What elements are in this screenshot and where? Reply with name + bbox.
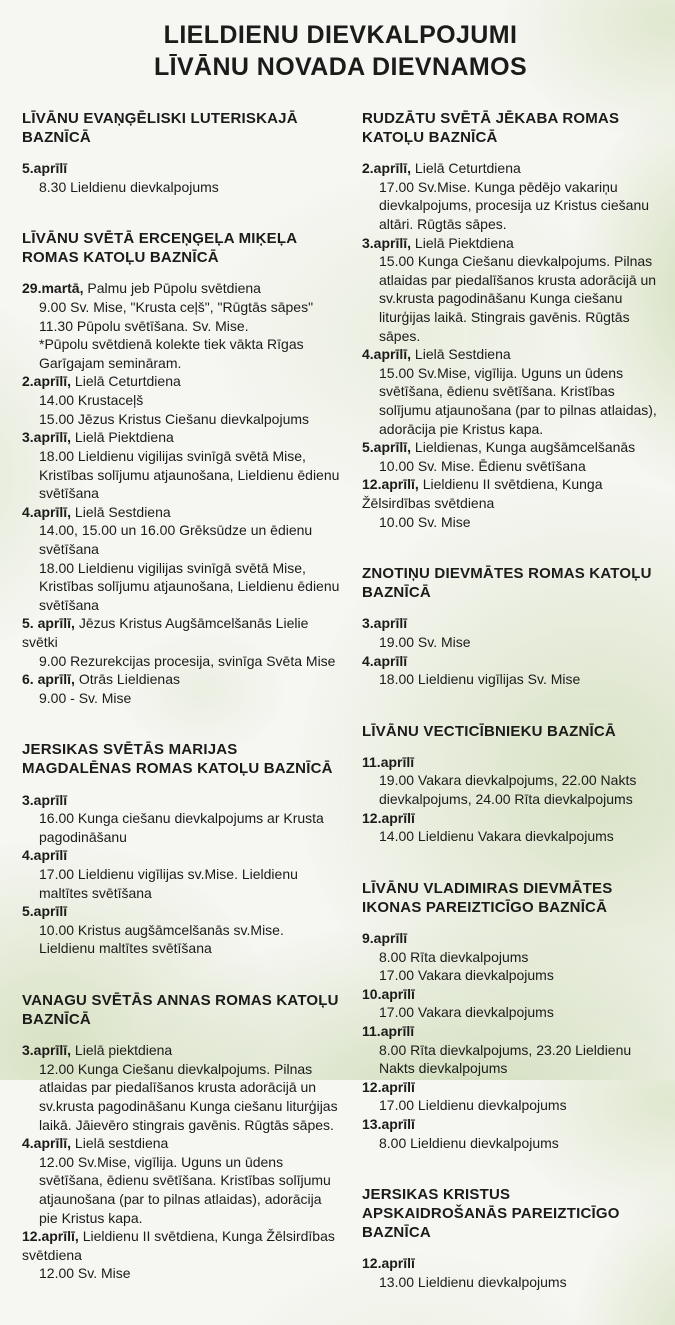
entry-detail: 17.00 Lieldienu vigīlijas sv.Mise. Lieldienu maltītes svētīšana (39, 865, 298, 901)
entry-date-line (22, 428, 340, 447)
entry-date: 2.aprīlī, (22, 373, 72, 390)
entry-date-line (22, 1227, 340, 1264)
church-section (362, 879, 659, 1152)
entry-day-label: Lielā Sestdiena (414, 346, 511, 363)
entry-date: 9.aprīlī (362, 930, 408, 946)
church-name: LĪVĀNU SVĒTĀ ERCEŅĢEĻA MIĶEĻA ROMAS KATOĻU BAZNĪCĀ (22, 230, 297, 267)
schedule-entry (362, 159, 659, 233)
entry-date: 5.aprīlī (22, 160, 68, 177)
entry-detail: 8.00 Rīta dievkalpojums (379, 948, 529, 965)
church-section (362, 722, 659, 846)
entry-detail: 9.00 Rezurekcijas procesija, svinīga Svēta Mise (39, 652, 336, 669)
entry-date-line (362, 1078, 659, 1097)
schedule-entry (362, 475, 659, 531)
schedule-entry (22, 791, 340, 847)
entry-detail: 19.00 Vakara dievkalpojums, 22.00 Nakts dievkalpojums, 24.00 Rīta dievkalpojums (379, 772, 637, 808)
entry-date: 12.aprīlī, (362, 476, 419, 493)
church-section (22, 229, 340, 707)
schedule-entry (362, 1115, 659, 1152)
entry-detail: 15.00 Sv.Mise, vigīlija. Uguns un ūdens svētīšana, ēdienu svētīšana. Kristības solījumu atjaunošana (par to pilnas atlaidas), adorācija pie Kristus kapa. (379, 364, 657, 437)
entry-date-line (22, 670, 340, 689)
entry-detail: 8.00 Lieldienu dievkalpojums (379, 1134, 559, 1151)
entry-date: 13.aprīlī (362, 1116, 415, 1133)
entry-day-label: Lielā Ceturtdiena (414, 160, 521, 177)
right-column (362, 109, 659, 1325)
entry-detail: *Pūpolu svētdienā kolekte tiek vākta Rīgas Garīgajam semināram. (39, 336, 304, 371)
entry-date-line (22, 159, 340, 178)
entry-date-line (362, 929, 659, 948)
entry-date: 5. aprīlī, (22, 615, 75, 632)
schedule-entry (22, 279, 340, 372)
entry-detail: 16.00 Kunga ciešanu dievkalpojums ar Krusta pagodināšanu (39, 810, 324, 845)
schedule-entry (22, 670, 340, 707)
entry-date: 4.aprīlī, (362, 346, 412, 363)
entry-detail: 12.00 Kunga Ciešanu dievkalpojums. Pilnas atlaidas par piedalīšanos krusta adorācijā un sv.krusta pagodināšanu Kunga ciešanu liturģijas laikā. Jāievēro stingrais gavēnis. Rūgtās sāpes. (39, 1060, 338, 1133)
entry-detail: 13.00 Lieldienu dievkalpojums (379, 1274, 567, 1291)
schedule-entry (362, 1254, 659, 1291)
entry-date: 12.aprīlī, (22, 1228, 79, 1245)
church-name: LĪVĀNU VECTICĪBNIEKU BAZNĪCĀ (362, 722, 616, 740)
entry-date: 6. aprīlī, (22, 671, 75, 688)
schedule-entry (362, 1022, 659, 1078)
church-section (22, 109, 340, 196)
entry-date: 4.aprīlī, (22, 1135, 72, 1152)
schedule-entry (362, 614, 659, 651)
entry-detail: 10.00 Sv. Mise. Ēdienu svētīšana (379, 457, 586, 474)
church-section (362, 564, 659, 689)
entry-date-line (22, 614, 340, 651)
entry-date: 11.aprīlī (362, 753, 415, 770)
entry-date-line (22, 1134, 340, 1153)
church-section (22, 991, 340, 1283)
entry-date: 11.aprīlī (362, 1023, 415, 1040)
entry-detail: 17.00 Lieldienu dievkalpojums (379, 1097, 567, 1114)
entry-day-label: Lieldienu II svētdiena, Kunga Žēlsirdības svētdiena (362, 476, 603, 512)
entry-day-label: Lielā Sestdiena (74, 503, 171, 520)
church-name: JERSIKAS KRISTUS APSKAIDROŠANĀS PAREIZTICĪGO BAZNĪCA (362, 1186, 620, 1242)
church-name: JERSIKAS SVĒTĀS MARIJAS MAGDALĒNAS ROMAS KATOĻU BAZNĪCĀ (22, 741, 333, 778)
entry-date: 3.aprīlī, (362, 234, 412, 251)
church-name: ZNOTIŅU DIEVMĀTES ROMAS KATOĻU BAZNĪCĀ (362, 565, 652, 602)
schedule-entry (362, 1078, 659, 1115)
entry-detail: 19.00 Sv. Mise (379, 633, 471, 650)
left-column (22, 109, 340, 1325)
schedule-entry (362, 985, 659, 1022)
entry-date: 5.aprīlī, (362, 439, 412, 456)
schedule-entry (362, 929, 659, 985)
entry-date: 5.aprīlī (22, 903, 68, 920)
entry-date-line (362, 1254, 659, 1273)
entry-detail: 14.00 Krustaceļš (39, 392, 144, 409)
schedule-entry (22, 159, 340, 196)
schedule-entry (22, 902, 340, 958)
entry-day-label: Otrās Lieldienas (78, 671, 180, 688)
entry-date: 12.aprīlī (362, 809, 415, 826)
entry-date-line (362, 475, 659, 512)
entry-day-label: Lielā Piektdiena (74, 429, 174, 446)
entry-date-line (362, 985, 659, 1004)
entry-date: 4.aprīlī, (22, 503, 72, 520)
schedule-entry (362, 652, 659, 689)
entry-detail: 9.00 Sv. Mise, "Krusta ceļš", "Rūgtās sāpes" (39, 299, 314, 316)
entry-day-label: Palmu jeb Pūpolu svētdiena (87, 280, 261, 297)
entry-day-label: Lieldienas, Kunga augšāmcelšanās (414, 439, 636, 456)
entry-date: 4.aprīlī (22, 847, 68, 864)
entry-date-line (362, 159, 659, 178)
entry-detail: 14.00 Lieldienu Vakara dievkalpojums (379, 828, 614, 845)
entry-date-line (362, 614, 659, 633)
entry-detail: 9.00 - Sv. Mise (39, 689, 132, 706)
church-name: LĪVĀNU EVAŅĢĒLISKI LUTERISKAJĀ BAZNĪCĀ (22, 110, 298, 147)
page-title (22, 20, 659, 83)
entry-detail: 18.00 Lieldienu vigīlijas Sv. Mise (379, 671, 581, 688)
entry-date-line (362, 753, 659, 772)
schedule-entry (362, 234, 659, 346)
entry-date: 3.aprīlī (362, 615, 408, 632)
schedule-entry (22, 614, 340, 670)
schedule-entry (22, 1134, 340, 1227)
schedule-entry (362, 809, 659, 846)
entry-detail: 17.00 Vakara dievkalpojums (379, 1004, 554, 1021)
entry-date-line (362, 438, 659, 457)
entry-detail: 17.00 Sv.Mise. Kunga pēdējo vakariņu dievkalpojums, procesija uz Kristus ciešanu altāri. Rūgtās sāpes. (379, 178, 650, 232)
entry-date: 29.martā, (22, 280, 84, 297)
schedule-entry (22, 428, 340, 502)
entry-detail: 15.00 Kunga Ciešanu dievkalpojums. Pilnas atlaidas par piedalīšanos krusta adorācijā un sv.krusta pagodināšanu Kunga ciešanu liturģijas laikā. Stingrais gavēnis. Rūgtās sāpes. (379, 253, 657, 344)
entry-date-line (362, 345, 659, 364)
entry-date-line (362, 1115, 659, 1134)
entry-detail: 17.00 Vakara dievkalpojums (379, 967, 554, 984)
entry-date: 12.aprīlī (362, 1255, 415, 1272)
columns-wrapper (22, 109, 659, 1325)
entry-date: 4.aprīlī (362, 652, 408, 669)
entry-detail: 12.00 Sv. Mise (39, 1265, 131, 1282)
church-name: LĪVĀNU VLADIMIRAS DIEVMĀTES IKONAS PAREIZTICĪGO BAZNĪCĀ (362, 879, 613, 916)
entry-day-label: Lielā sestdiena (74, 1135, 169, 1152)
entry-date-line (22, 846, 340, 865)
entry-date-line (22, 503, 340, 522)
schedule-entry (362, 345, 659, 438)
entry-date-line (22, 791, 340, 810)
entry-detail: 18.00 Lieldienu vigilijas svinīgā svētā Mise, Kristības solījumu atjaunošana, Lieldienu ēdienu svētīšana (39, 447, 340, 502)
entry-date-line (22, 902, 340, 921)
entry-date-line (22, 372, 340, 391)
entry-date: 2.aprīlī, (362, 160, 412, 177)
church-name: VANAGU SVĒTĀS ANNAS ROMAS KATOĻU BAZNĪCĀ (22, 992, 339, 1029)
schedule-entry (22, 846, 340, 902)
entry-date-line (362, 1022, 659, 1041)
entry-date-line (362, 809, 659, 828)
church-section (22, 740, 340, 958)
entry-detail: 8.30 Lieldienu dievkalpojums (39, 178, 219, 195)
schedule-entry (22, 1041, 340, 1134)
entry-detail: 8.00 Rīta dievkalpojums, 23.20 Lieldienu Nakts dievkalpojums (379, 1041, 632, 1077)
entry-detail: 14.00, 15.00 un 16.00 Grēksūdze un ēdienu svētīšana (39, 522, 313, 557)
church-section (362, 1185, 659, 1291)
entry-detail: 15.00 Jēzus Kristus Ciešanu dievkalpojums (39, 410, 310, 427)
entry-day-label: Lieldienu II svētdiena, Kunga Žēlsirdības svētdiena (22, 1228, 335, 1263)
entry-date-line (362, 234, 659, 253)
entry-detail: 10.00 Sv. Mise (379, 513, 471, 530)
entry-detail: 11.30 Pūpolu svētīšana. Sv. Mise. (39, 317, 249, 334)
page-title-line2: LĪVĀNU NOVADA DIEVNAMOS (153, 52, 528, 81)
entry-date: 10.aprīlī (362, 985, 415, 1002)
page-title-line1: LIELDIENU DIEVKALPOJUMI (163, 21, 518, 49)
entry-date-line (22, 279, 340, 298)
entry-day-label: Lielā Piektdiena (414, 234, 514, 251)
church-section (362, 109, 659, 531)
entry-date-line (362, 652, 659, 671)
entry-date: 3.aprīlī (22, 791, 68, 808)
entry-detail: 18.00 Lieldienu vigilijas svinīgā svētā Mise, Kristības solījumu atjaunošana, Lieldienu ēdienu svētīšana (39, 559, 340, 613)
schedule-entry (362, 753, 659, 809)
entry-date: 3.aprīlī, (22, 1042, 72, 1059)
entry-date: 12.aprīlī (362, 1078, 415, 1095)
schedule-entry (22, 1227, 340, 1283)
schedule-entry (22, 503, 340, 615)
entry-day-label: Lielā piektdiena (74, 1042, 173, 1059)
schedule-entry (362, 438, 659, 475)
entry-day-label: Lielā Ceturtdiena (74, 373, 181, 390)
schedule-entry (22, 372, 340, 428)
entry-date: 3.aprīlī, (22, 429, 72, 446)
entry-date-line (22, 1041, 340, 1060)
church-name: RUDZĀTU SVĒTĀ JĒKABA ROMAS KATOĻU BAZNĪCĀ (362, 110, 620, 147)
entry-detail: 10.00 Kristus augšāmcelšanās sv.Mise. Lieldienu maltītes svētīšana (39, 921, 284, 957)
entry-detail: 12.00 Sv.Mise, vigīlija. Uguns un ūdens svētīšana, ēdienu svētīšana. Kristības solījumu atjaunošana (par to pilnas atlaidas), adorācija pie Kristus kapa. (39, 1153, 331, 1226)
entry-day-label: Jēzus Kristus Augšāmcelšanās Lielie svētki (22, 615, 309, 650)
